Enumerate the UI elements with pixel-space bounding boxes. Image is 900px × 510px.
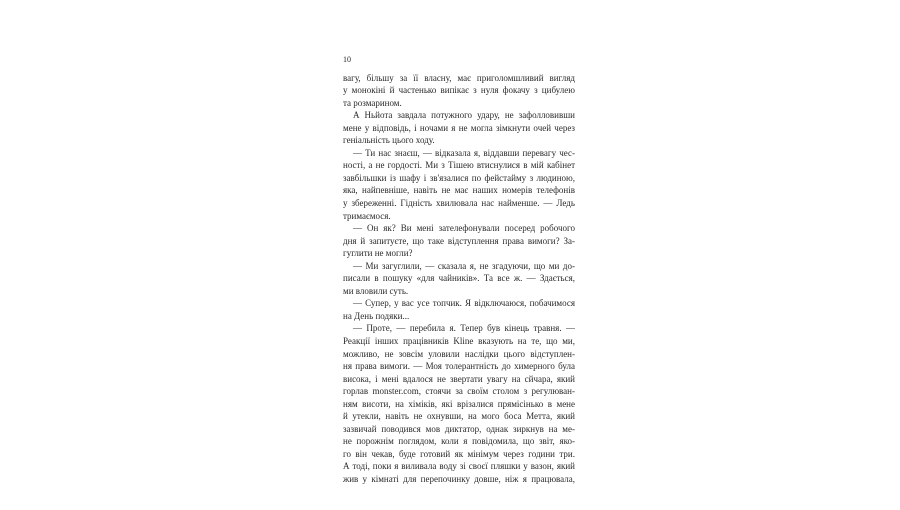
text-line: — Проте, — перебила я. Тепер був кінець травня. — [353,323,575,334]
text-line: геніальність цього ходу. [343,135,435,146]
paragraph [343,109,575,147]
text-line: писали в пошуку «для чайників». Та все ж. — Здається, [343,273,575,284]
text-line: ня права вимоги. — Моя толерантність до химерного була [343,361,575,372]
text-line: завбільшки із шафу і зв'язалися по фейстайму з людиною, [343,172,575,183]
text-line: висока, і мені вдалося не звертати увагу на сйчара, який [343,373,575,384]
text-line: ності, а не гордості. Ми з Тішею втиснулися в мій кабінет [343,160,575,171]
text-line: у збереженні. Гідність хвилювала нас найменше. — Ледь [343,197,575,208]
page-number: 10 [343,55,351,64]
text-line: на День подяки... [343,310,410,321]
text-line: — Он як? Ви мені зателефонували посеред робочого [353,223,575,234]
text-line: мене у відповідь, і ночами я не могла зімкнути очей через [343,122,575,133]
paragraph [343,72,575,110]
paragraph [343,322,575,485]
paragraph [343,147,575,222]
text-line: зазвичай поводився мов диктатор, однак зиркнув на ме- [343,423,575,434]
text-line: А Ньйота завдала потужного удару, не зафолловивши [353,110,575,121]
text-line: — Супер, у вас усе топчик. Я відключаюся, побачимося [353,298,575,309]
book-page [343,0,575,510]
text-line: горлав monster.com, стоячи за своїм столом з регулюван- [343,386,575,397]
text-line: вагу, більшу за її власну, має приголомшливий вигляд [343,72,575,83]
text-line: ми вловили суть. [343,285,409,296]
text-line: А тоді, поки я виливала воду зі своєї пляшки у вазон, який [343,461,575,472]
text-line: го він чекав, буде готовий як мінімум через години три. [343,448,575,459]
body-text [343,72,575,486]
text-line: дня й запитуєте, що таке відступлення права вимоги? За- [343,235,575,246]
text-line: ням висоти, на хіміків, які врізалися прямісінько в мене [343,398,575,409]
text-line: не порожнім поглядом, коли я повідомила, що звіт, яко- [343,436,575,447]
paragraph [343,222,575,260]
text-line: тримаємося. [343,210,391,221]
text-line: — Ти нас знаєш, — відказала я, віддавши перевагу чес- [353,147,575,158]
text-line: у монокіні й частенько випікає з нуля фокачу з цибулею [343,85,575,96]
paragraph [343,297,575,322]
text-line: яка, найпевніше, навіть не має наших номерів телефонів [343,185,575,196]
text-line: Реакції інших працівників Kline вказують на те, що ми, [343,335,575,346]
text-line: й утекли, навіть не охнувши, на мого боса Метта, який [343,411,575,422]
text-line: та розмарином. [343,97,402,108]
text-line: можливо, не зовсім уловили наслідки цього відступлен- [343,348,575,359]
text-line: гуглити не могли? [343,248,413,259]
paragraph [343,260,575,298]
text-line: — Ми загуглили, — сказала я, не згадуючи, що ми до- [353,260,575,271]
text-line: жив у кімнаті для перепочинку довше, ніж я працювала, [343,474,575,484]
